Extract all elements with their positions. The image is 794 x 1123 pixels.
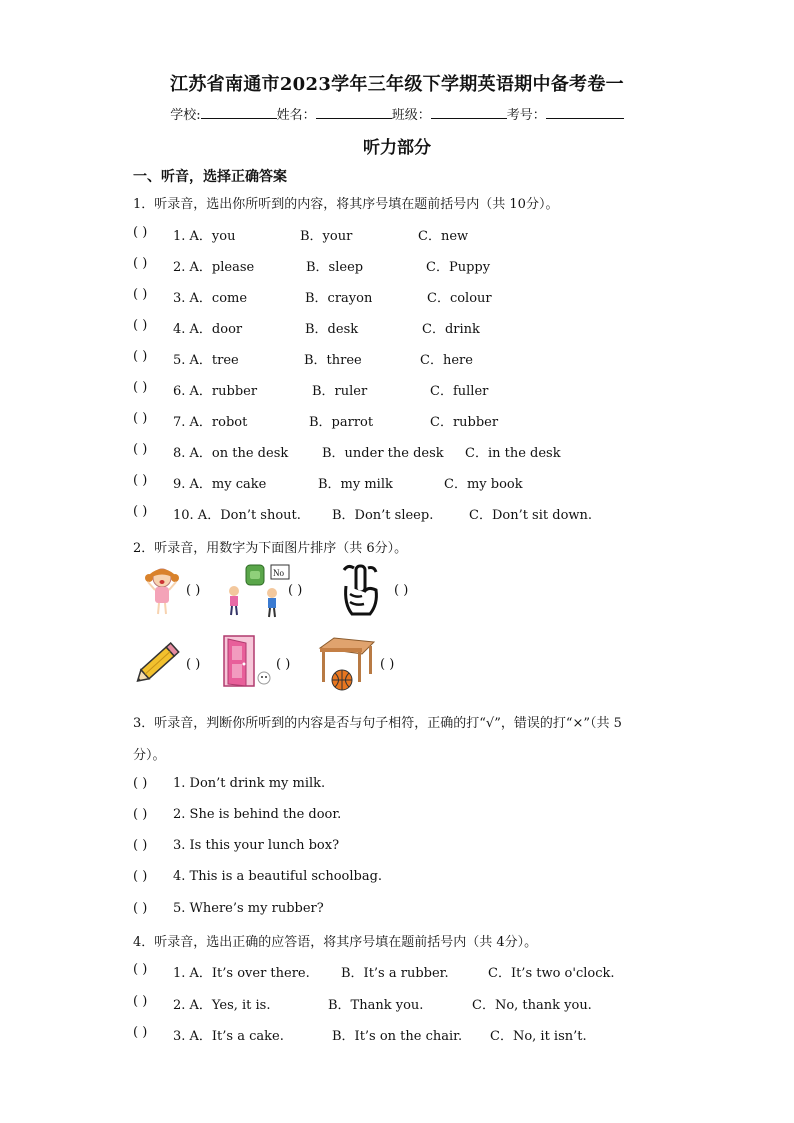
- q4-item: [0, 962, 794, 980]
- q1-option-b: B．sleep: [306, 260, 364, 275]
- q1-item: [0, 318, 794, 336]
- school-label: 学校:: [170, 108, 201, 123]
- school-blank[interactable]: [201, 106, 277, 119]
- q3-instruction-line2: 分）。: [133, 748, 166, 763]
- q1-option-c: C．drink: [422, 322, 480, 337]
- q3-statement: 1. Don’t drink my milk.: [173, 776, 326, 791]
- q1-option-a: 10. A．Don’t shout.: [173, 508, 301, 523]
- q1-option-b: B．desk: [305, 322, 359, 337]
- q1-option-c: C．here: [420, 353, 473, 368]
- q1-option-a: 8. A．on the desk: [173, 446, 289, 461]
- q1-item: [0, 287, 794, 305]
- class-blank[interactable]: [431, 106, 507, 119]
- name-label: 姓名：: [276, 108, 316, 123]
- section1-heading: 一、听音，选择正确答案: [133, 169, 287, 185]
- q1-item: [0, 504, 794, 522]
- q1-option-a: 3. A．come: [173, 291, 248, 306]
- answer-parens[interactable]: ( ): [133, 1025, 148, 1040]
- q3-statement: 2. She is behind the door.: [173, 807, 342, 822]
- door-icon: [220, 634, 276, 690]
- q2-blank-2[interactable]: ( ): [288, 583, 303, 598]
- q4-option-b: B．Thank you.: [328, 998, 424, 1013]
- q4-item: [0, 994, 794, 1012]
- q1-option-b: B．my milk: [318, 477, 393, 492]
- q4-option-b: B．It’s on the chair.: [332, 1029, 463, 1044]
- q2-blank-5[interactable]: ( ): [276, 657, 291, 672]
- q1-option-b: B．parrot: [309, 415, 374, 430]
- q1-option-b: B．under the desk: [322, 446, 444, 461]
- q2-blank-1[interactable]: ( ): [186, 583, 201, 598]
- q1-option-a: 2. A．please: [173, 260, 255, 275]
- q1-item: [0, 411, 794, 429]
- class-label: 班级：: [391, 108, 431, 123]
- q1-option-c: C．Don’t sit down.: [469, 508, 593, 523]
- answer-parens[interactable]: ( ): [133, 225, 148, 240]
- answer-parens[interactable]: ( ): [133, 318, 148, 333]
- q1-item: [0, 256, 794, 274]
- q1-item: [0, 349, 794, 367]
- q4-instruction: 4．听录音，选出正确的应答语，将其序号填在题前括号内（共 4分）。: [133, 935, 538, 950]
- table-ball-icon: [316, 636, 376, 692]
- q2-blank-3[interactable]: ( ): [394, 583, 409, 598]
- q4-option-c: C．No, thank you.: [472, 998, 592, 1013]
- answer-parens[interactable]: ( ): [133, 776, 148, 791]
- answer-parens[interactable]: ( ): [133, 962, 148, 977]
- q1-option-b: B．ruler: [312, 384, 368, 399]
- q1-option-c: C．colour: [427, 291, 492, 306]
- answer-parens[interactable]: ( ): [133, 869, 148, 884]
- answer-parens[interactable]: ( ): [133, 473, 148, 488]
- answer-parens[interactable]: ( ): [133, 807, 148, 822]
- answer-parens[interactable]: ( ): [133, 287, 148, 302]
- q1-option-b: B．your: [300, 229, 353, 244]
- q1-option-b: B．Don’t sleep.: [332, 508, 434, 523]
- q1-option-c: C．fuller: [430, 384, 489, 399]
- pencil-icon: [131, 636, 187, 690]
- q1-item: [0, 225, 794, 243]
- answer-parens[interactable]: ( ): [133, 349, 148, 364]
- q3-item: [0, 869, 794, 887]
- q1-option-a: 9. A．my cake: [173, 477, 267, 492]
- q4-option-a: 3. A．It’s a cake.: [173, 1029, 284, 1044]
- q3-item: [0, 807, 794, 825]
- q3-statement: 3. Is this your lunch box?: [173, 838, 340, 853]
- q4-option-c: C．No, it isn’t.: [490, 1029, 587, 1044]
- girl-shouting-icon: [144, 566, 180, 616]
- shh-hand-icon: [338, 564, 382, 618]
- number-blank[interactable]: [546, 106, 624, 119]
- answer-parens[interactable]: ( ): [133, 994, 148, 1009]
- q3-item: [0, 901, 794, 919]
- q3-item: [0, 838, 794, 856]
- name-blank[interactable]: [316, 106, 392, 119]
- q4-option-a: 1. A．It’s over there.: [173, 966, 310, 981]
- q1-option-c: C．in the desk: [465, 446, 561, 461]
- answer-parens[interactable]: ( ): [133, 901, 148, 916]
- q4-option-c: C．It’s two o'clock.: [488, 966, 615, 981]
- q1-option-c: C．my book: [444, 477, 523, 492]
- answer-parens[interactable]: ( ): [133, 838, 148, 853]
- kids-no-sign-icon: [222, 563, 292, 619]
- q4-option-a: 2. A．Yes, it is.: [173, 998, 271, 1013]
- q3-instruction-line1: 3．听录音，判断你所听到的内容是否与句子相符，正确的打“√”，错误的打“×”（共 5: [133, 716, 622, 731]
- q1-option-a: 5. A．tree: [173, 353, 239, 368]
- q1-option-a: 6. A．rubber: [173, 384, 258, 399]
- q1-instruction: 1．听录音，选出你所听到的内容，将其序号填在题前括号内（共 10分）。: [133, 197, 559, 212]
- q1-option-a: 1. A．you: [173, 229, 236, 244]
- q1-option-a: 7. A．robot: [173, 415, 248, 430]
- q3-item: [0, 776, 794, 794]
- q1-option-b: B．three: [304, 353, 362, 368]
- q1-option-a: 4. A．door: [173, 322, 243, 337]
- answer-parens[interactable]: ( ): [133, 411, 148, 426]
- q1-option-b: B．crayon: [305, 291, 373, 306]
- sign-text: No: [273, 568, 284, 578]
- answer-parens[interactable]: ( ): [133, 442, 148, 457]
- answer-parens[interactable]: ( ): [133, 504, 148, 519]
- q3-statement: 5. Where’s my rubber?: [173, 901, 324, 916]
- q4-item: [0, 1025, 794, 1043]
- q1-option-c: C．Puppy: [426, 260, 491, 275]
- listening-section-title: 听力部分: [363, 138, 431, 158]
- student-info-line: [0, 104, 794, 123]
- q2-instruction: 2．听录音，用数字为下面图片排序（共 6分）。: [133, 541, 408, 556]
- q2-blank-6[interactable]: ( ): [380, 657, 395, 672]
- answer-parens[interactable]: ( ): [133, 256, 148, 271]
- number-label: 考号：: [506, 108, 546, 123]
- q3-statement: 4. This is a beautiful schoolbag.: [173, 869, 383, 884]
- q1-item: [0, 380, 794, 398]
- q4-option-b: B．It’s a rubber.: [341, 966, 449, 981]
- q1-item: [0, 442, 794, 460]
- q1-item: [0, 473, 794, 491]
- page-title: 江苏省南通市2023学年三年级下学期英语期中备考卷一: [170, 74, 624, 95]
- answer-parens[interactable]: ( ): [133, 380, 148, 395]
- q1-option-c: C．new: [418, 229, 469, 244]
- q1-option-c: C．rubber: [430, 415, 499, 430]
- q2-blank-4[interactable]: ( ): [186, 657, 201, 672]
